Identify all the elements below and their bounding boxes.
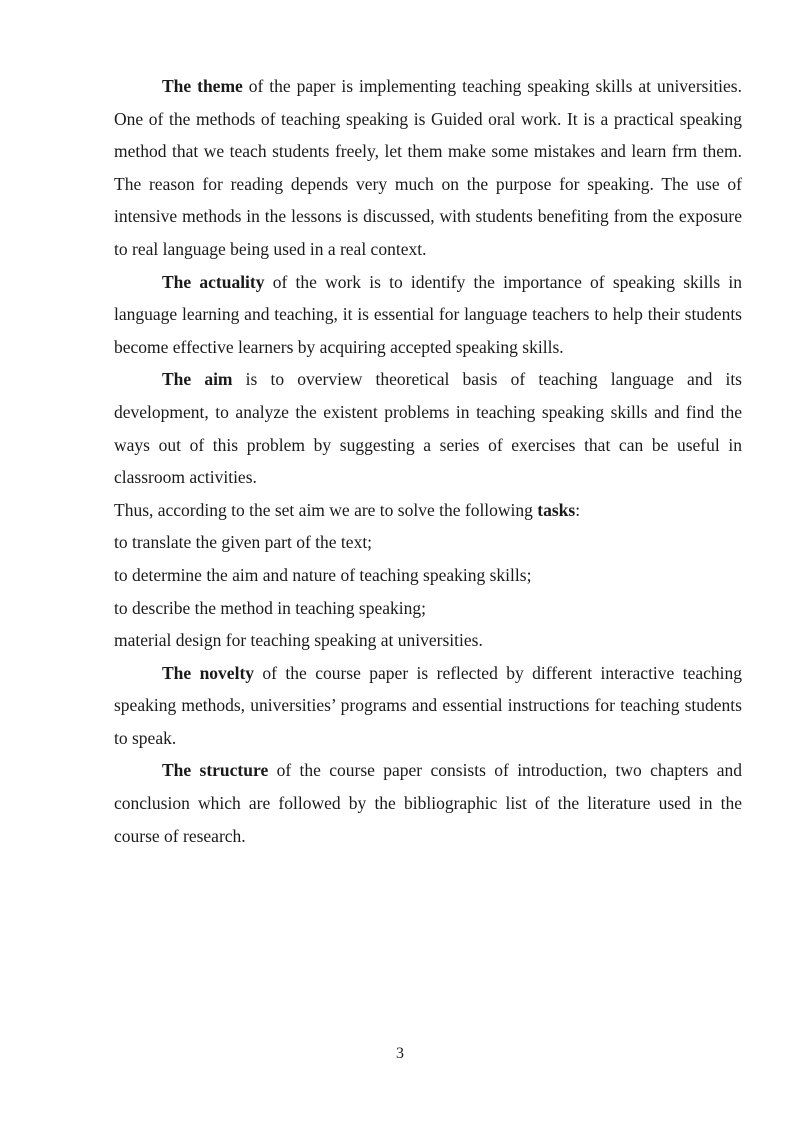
task-item-translate: to translate the given part of the text; [114, 532, 373, 553]
heading-theme: The theme [162, 76, 243, 96]
page-body [114, 70, 742, 852]
paragraph-aim [114, 363, 742, 493]
heading-aim: The aim [162, 369, 233, 390]
tasks-intro-after: : [575, 499, 581, 520]
paragraph-novelty [114, 657, 742, 755]
text-actuality: of the work is to identify the importance of speaking skills in language learning and teaching, it is essential for language teachers to help their students become effective learners by acquiring accepted speaking skills. [114, 271, 742, 357]
heading-structure: The structure [162, 760, 269, 781]
task-list [114, 526, 742, 656]
paragraph-structure [114, 754, 742, 852]
text-structure: of the course paper consists of introduction, two chapters and conclusion which are followed by the bibliographic list of the literature used in the course of research. [114, 760, 742, 846]
paragraph-theme [114, 70, 742, 266]
tasks-intro-before: Thus, according to the set aim we are to solve the following [114, 499, 538, 520]
task-item-determine: to determine the aim and nature of teaching speaking skills; [114, 564, 532, 585]
heading-novelty: The novelty [162, 662, 255, 683]
task-item-material-design: material design for teaching speaking at universities. [114, 630, 483, 651]
text-theme: of the paper is implementing teaching speaking skills at universities. One of the methods of teaching speaking is Guided oral work. It is a practical speaking method that we teach students freely, let them make some mistakes and learn frm them. The reason for reading depends very much on the purpose for speaking. The use of intensive methods in the lessons is discussed, with students benefiting from the exposure to real language being used in a real context. [114, 76, 742, 259]
paragraph-actuality [114, 266, 742, 364]
text-aim: is to overview theoretical basis of teaching language and its development, to analyze the existent problems in teaching speaking skills and find the ways out of this problem by suggesting a series of exercises that can be useful in classroom activities. [114, 369, 742, 488]
page-number: 3 [396, 1045, 404, 1062]
task-item-describe: to describe the method in teaching speaking; [114, 597, 426, 618]
text-novelty: of the course paper is reflected by different interactive teaching speaking methods, universities’ programs and essential instructions for teaching students to speak. [114, 662, 742, 748]
heading-actuality: The actuality [162, 271, 265, 292]
tasks-keyword: tasks [537, 499, 576, 520]
tasks-intro [114, 494, 742, 527]
